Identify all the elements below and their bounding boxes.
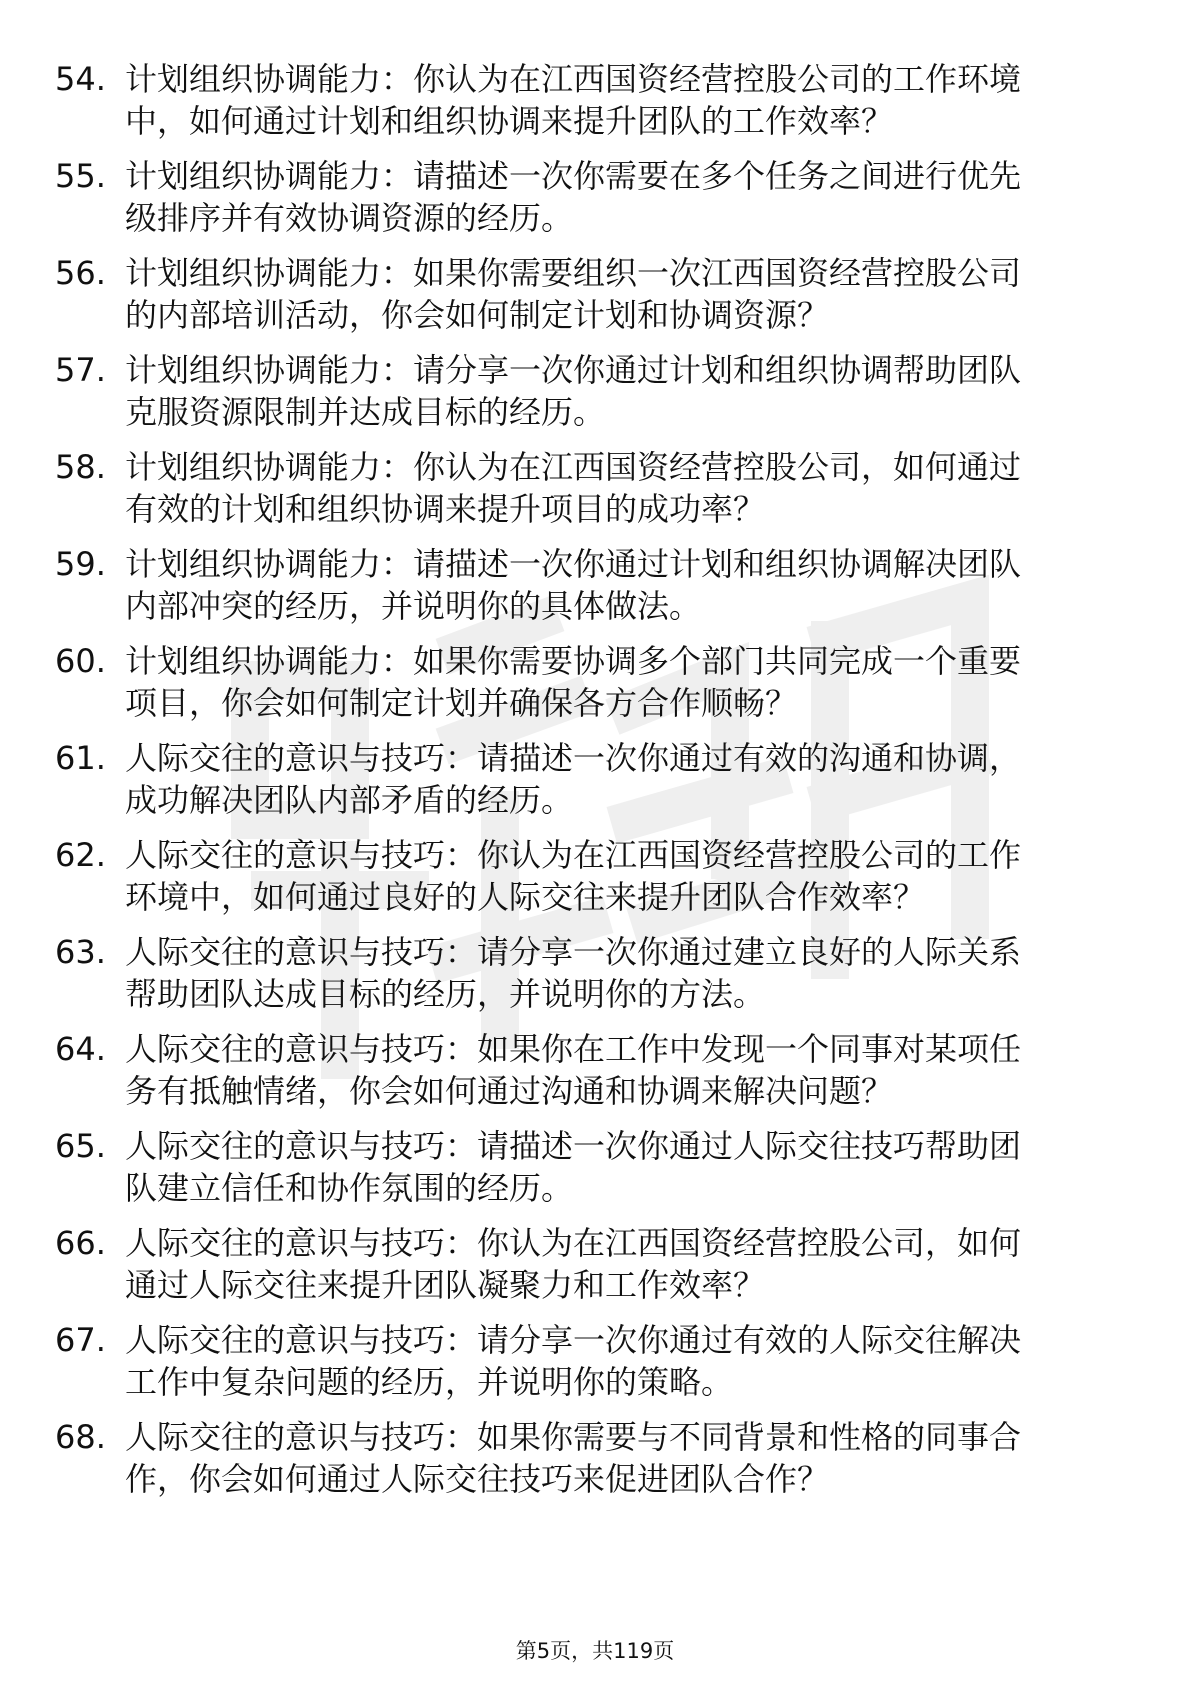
question-text-line: 帮助团队达成目标的经历，并说明你的方法。 — [125, 975, 766, 1013]
question-item — [55, 446, 1115, 543]
question-number: 67. — [55, 1321, 106, 1359]
question-text-line: 项目，你会如何制定计划并确保各方合作顺畅？ — [125, 684, 798, 722]
question-item — [55, 834, 1115, 931]
question-number: 68. — [55, 1418, 106, 1456]
question-text-line: 人际交往的意识与技巧：请分享一次你通过建立良好的人际关系 — [125, 933, 1022, 971]
question-number: 65. — [55, 1127, 106, 1165]
question-text-line: 计划组织协调能力：如果你需要协调多个部门共同完成一个重要 — [125, 642, 1022, 680]
question-text-line: 队建立信任和协作氛围的经历。 — [125, 1169, 574, 1207]
question-text-line: 计划组织协调能力：请描述一次你需要在多个任务之间进行优先 — [125, 157, 1022, 195]
question-item — [55, 737, 1115, 834]
question-text-line: 人际交往的意识与技巧：你认为在江西国资经营控股公司，如何 — [125, 1224, 1022, 1262]
question-text-line: 人际交往的意识与技巧：请描述一次你通过人际交往技巧帮助团 — [125, 1127, 1022, 1165]
question-text-line: 的内部培训活动，你会如何制定计划和协调资源？ — [125, 296, 830, 334]
question-item — [55, 1028, 1115, 1125]
question-text-line: 人际交往的意识与技巧：请描述一次你通过有效的沟通和协调， — [125, 739, 1022, 777]
question-item — [55, 1125, 1115, 1222]
page-footer — [0, 1637, 1190, 1665]
question-number: 58. — [55, 448, 106, 486]
question-number: 56. — [55, 254, 106, 292]
question-text-line: 成功解决团队内部矛盾的经历。 — [125, 781, 574, 819]
question-text-line: 计划组织协调能力：请描述一次你通过计划和组织协调解决团队 — [125, 545, 1022, 583]
question-number: 66. — [55, 1224, 106, 1262]
question-number: 62. — [55, 836, 106, 874]
question-text-line: 有效的计划和组织协调来提升项目的成功率？ — [125, 490, 766, 528]
question-text-line: 克服资源限制并达成目标的经历。 — [125, 393, 606, 431]
question-text-line: 内部冲突的经历，并说明你的具体做法。 — [125, 587, 702, 625]
question-item — [55, 58, 1115, 155]
question-item — [55, 931, 1115, 1028]
question-number: 60. — [55, 642, 106, 680]
question-number: 61. — [55, 739, 106, 777]
question-list — [55, 58, 1115, 1513]
question-text-line: 计划组织协调能力：请分享一次你通过计划和组织协调帮助团队 — [125, 351, 1022, 389]
question-number: 63. — [55, 933, 106, 971]
question-text-line: 人际交往的意识与技巧：如果你在工作中发现一个同事对某项任 — [125, 1030, 1022, 1068]
question-text-line: 人际交往的意识与技巧：请分享一次你通过有效的人际交往解决 — [125, 1321, 1022, 1359]
question-text-line: 计划组织协调能力：如果你需要组织一次江西国资经营控股公司 — [125, 254, 1022, 292]
question-text-line: 人际交往的意识与技巧：如果你需要与不同背景和性格的同事合 — [125, 1418, 1022, 1456]
question-number: 59. — [55, 545, 106, 583]
question-number: 57. — [55, 351, 106, 389]
page-number: 第5页，共119页 — [515, 1639, 675, 1663]
question-item — [55, 252, 1115, 349]
question-text-line: 中，如何通过计划和组织协调来提升团队的工作效率？ — [125, 102, 894, 140]
question-text-line: 级排序并有效协调资源的经历。 — [125, 199, 574, 237]
question-item — [55, 155, 1115, 252]
question-item — [55, 1416, 1115, 1513]
question-item — [55, 640, 1115, 737]
question-number: 55. — [55, 157, 106, 195]
question-text-line: 人际交往的意识与技巧：你认为在江西国资经营控股公司的工作 — [125, 836, 1022, 874]
question-item — [55, 1222, 1115, 1319]
question-item — [55, 543, 1115, 640]
question-number: 54. — [55, 60, 106, 98]
question-number: 64. — [55, 1030, 106, 1068]
question-text-line: 计划组织协调能力：你认为在江西国资经营控股公司，如何通过 — [125, 448, 1022, 486]
question-item — [55, 349, 1115, 446]
question-text-line: 通过人际交往来提升团队凝聚力和工作效率？ — [125, 1266, 766, 1304]
question-text-line: 工作中复杂问题的经历，并说明你的策略。 — [125, 1363, 734, 1401]
question-text-line: 环境中，如何通过良好的人际交往来提升团队合作效率？ — [125, 878, 926, 916]
question-text-line: 作，你会如何通过人际交往技巧来促进团队合作？ — [125, 1460, 830, 1498]
question-text-line: 计划组织协调能力：你认为在江西国资经营控股公司的工作环境 — [125, 60, 1022, 98]
question-text-line: 务有抵触情绪，你会如何通过沟通和协调来解决问题？ — [125, 1072, 894, 1110]
question-item — [55, 1319, 1115, 1416]
